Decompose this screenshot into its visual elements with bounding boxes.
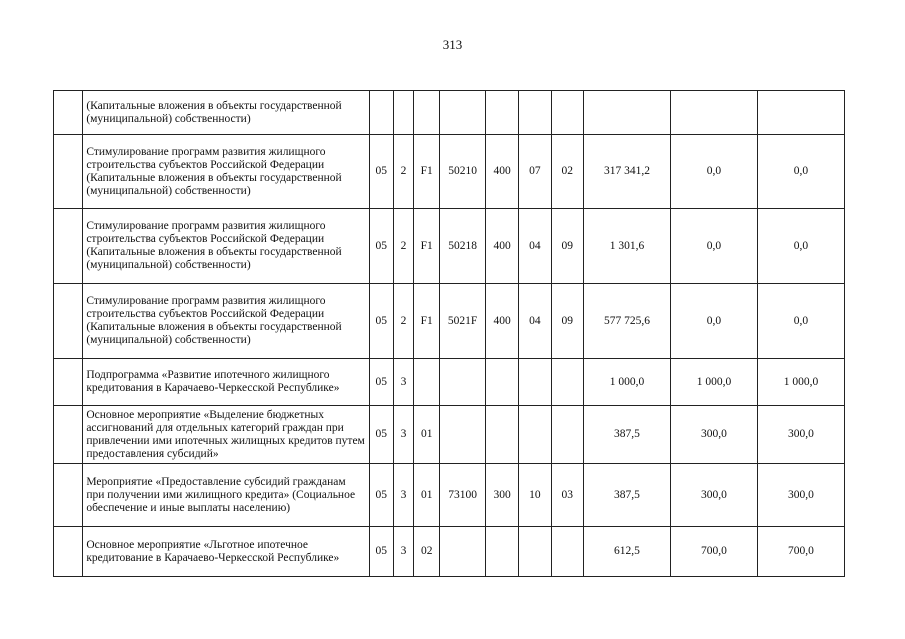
cell-pp: 3	[393, 464, 413, 527]
cell-subsection: 09	[551, 284, 583, 359]
cell-section	[519, 359, 551, 406]
cell-expense-type: 300	[485, 464, 518, 527]
cell-sum-year-3: 0,0	[757, 135, 844, 209]
cell-expense-type	[485, 91, 518, 135]
cell-direction	[440, 527, 486, 577]
cell-direction: 73100	[440, 464, 486, 527]
cell-sum-year-3: 300,0	[757, 406, 844, 464]
cell-sum-year-1: 387,5	[583, 406, 670, 464]
cell-pp: 2	[393, 284, 413, 359]
cell-expense-type	[485, 406, 518, 464]
cell-name: Основное мероприятие «Льготное ипотечное кредитование в Карачаево-Черкесской Республике»	[83, 527, 369, 577]
cell-gp: 05	[369, 464, 393, 527]
cell-expense-type: 400	[485, 284, 518, 359]
cell-direction	[440, 406, 486, 464]
cell-om	[414, 359, 440, 406]
cell-pp: 2	[393, 209, 413, 284]
cell-name: Подпрограмма «Развитие ипотечного жилищного кредитования в Карачаево-Черкесской Республике»	[83, 359, 369, 406]
cell-sum-year-2: 0,0	[670, 135, 757, 209]
cell-sum-year-1: 612,5	[583, 527, 670, 577]
cell-name: Мероприятие «Предоставление субсидий гражданам при получении ими жилищного кредита» (Социальное обеспечение и иные выплаты населению)	[83, 464, 369, 527]
table-row	[54, 406, 845, 464]
cell-index	[54, 464, 83, 527]
cell-subsection	[551, 527, 583, 577]
cell-subsection	[551, 359, 583, 406]
cell-name: (Капитальные вложения в объекты государственной (муниципальной) собственности)	[83, 91, 369, 135]
cell-subsection: 03	[551, 464, 583, 527]
cell-pp: 3	[393, 527, 413, 577]
cell-section	[519, 91, 551, 135]
table-row	[54, 91, 845, 135]
cell-direction: 50218	[440, 209, 486, 284]
cell-om: F1	[414, 209, 440, 284]
cell-gp: 05	[369, 284, 393, 359]
cell-expense-type	[485, 527, 518, 577]
cell-sum-year-3: 700,0	[757, 527, 844, 577]
cell-expense-type: 400	[485, 135, 518, 209]
cell-name: Стимулирование программ развития жилищного строительства субъектов Российской Федерации (Капитальные вложения в объекты государственной (муниципальной) собственности)	[83, 135, 369, 209]
cell-index	[54, 284, 83, 359]
cell-section: 07	[519, 135, 551, 209]
cell-sum-year-2: 700,0	[670, 527, 757, 577]
cell-sum-year-3: 1 000,0	[757, 359, 844, 406]
cell-subsection: 02	[551, 135, 583, 209]
cell-section: 10	[519, 464, 551, 527]
cell-name: Основное мероприятие «Выделение бюджетных ассигнований для отдельных категорий граждан при привлечении ими ипотечных жилищных кредитов путем предоставления субсидий»	[83, 406, 369, 464]
cell-pp: 2	[393, 135, 413, 209]
cell-sum-year-2: 1 000,0	[670, 359, 757, 406]
cell-direction: 50210	[440, 135, 486, 209]
cell-pp: 3	[393, 406, 413, 464]
cell-om: F1	[414, 284, 440, 359]
cell-gp: 05	[369, 135, 393, 209]
cell-expense-type: 400	[485, 209, 518, 284]
cell-subsection	[551, 406, 583, 464]
cell-pp	[393, 91, 413, 135]
page-number: 313	[442, 37, 463, 52]
cell-sum-year-1: 577 725,6	[583, 284, 670, 359]
cell-direction	[440, 91, 486, 135]
cell-sum-year-1: 387,5	[583, 464, 670, 527]
cell-sum-year-1: 317 341,2	[583, 135, 670, 209]
cell-om: 02	[414, 527, 440, 577]
table-row	[54, 359, 845, 406]
cell-index	[54, 135, 83, 209]
cell-gp: 05	[369, 359, 393, 406]
cell-gp: 05	[369, 209, 393, 284]
cell-section	[519, 527, 551, 577]
cell-gp: 05	[369, 406, 393, 464]
cell-index	[54, 406, 83, 464]
cell-section: 04	[519, 284, 551, 359]
cell-index	[54, 209, 83, 284]
table-row	[54, 135, 845, 209]
cell-index	[54, 527, 83, 577]
table-row	[54, 464, 845, 527]
cell-sum-year-3: 300,0	[757, 464, 844, 527]
table-row	[54, 527, 845, 577]
cell-sum-year-2	[670, 91, 757, 135]
cell-name: Стимулирование программ развития жилищного строительства субъектов Российской Федерации (Капитальные вложения в объекты государственной (муниципальной) собственности)	[83, 209, 369, 284]
cell-om: 01	[414, 464, 440, 527]
budget-table	[53, 90, 845, 577]
table-row	[54, 284, 845, 359]
cell-sum-year-1	[583, 91, 670, 135]
cell-section	[519, 406, 551, 464]
cell-sum-year-2: 0,0	[670, 209, 757, 284]
cell-subsection	[551, 91, 583, 135]
cell-pp: 3	[393, 359, 413, 406]
cell-sum-year-1: 1 301,6	[583, 209, 670, 284]
cell-gp: 05	[369, 527, 393, 577]
cell-sum-year-3	[757, 91, 844, 135]
cell-om	[414, 91, 440, 135]
cell-expense-type	[485, 359, 518, 406]
cell-sum-year-1: 1 000,0	[583, 359, 670, 406]
cell-direction: 5021F	[440, 284, 486, 359]
cell-index	[54, 359, 83, 406]
cell-sum-year-2: 300,0	[670, 464, 757, 527]
cell-sum-year-2: 300,0	[670, 406, 757, 464]
cell-sum-year-2: 0,0	[670, 284, 757, 359]
cell-section: 04	[519, 209, 551, 284]
cell-om: 01	[414, 406, 440, 464]
cell-om: F1	[414, 135, 440, 209]
cell-index	[54, 91, 83, 135]
cell-gp	[369, 91, 393, 135]
cell-subsection: 09	[551, 209, 583, 284]
table-row	[54, 209, 845, 284]
cell-direction	[440, 359, 486, 406]
cell-sum-year-3: 0,0	[757, 284, 844, 359]
cell-sum-year-3: 0,0	[757, 209, 844, 284]
cell-name: Стимулирование программ развития жилищного строительства субъектов Российской Федерации (Капитальные вложения в объекты государственной (муниципальной) собственности)	[83, 284, 369, 359]
